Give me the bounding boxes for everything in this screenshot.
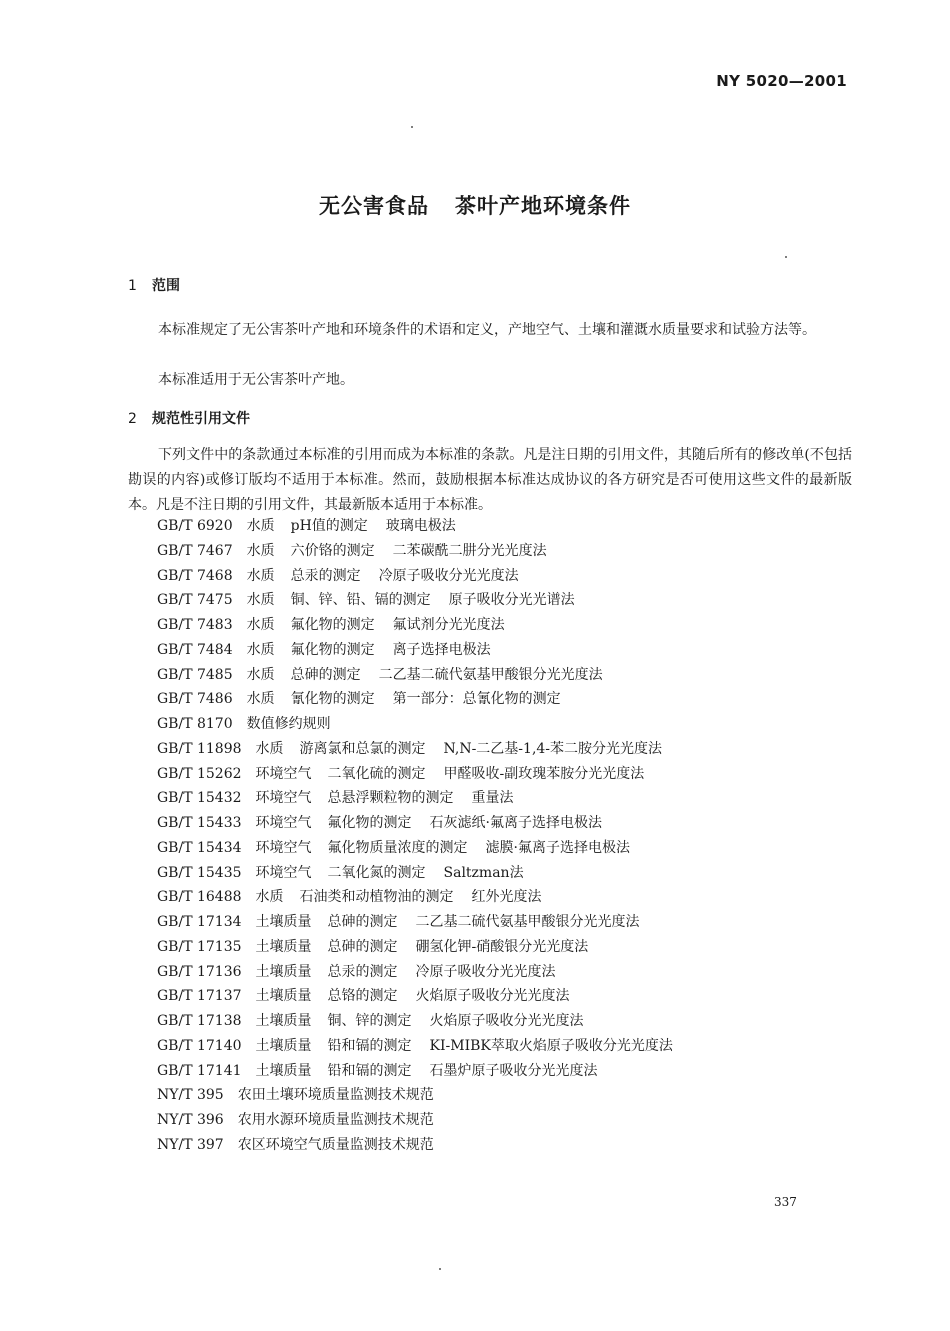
reference-item-name: 氰化物的测定 bbox=[290, 691, 375, 708]
page-number: 337 bbox=[774, 1195, 797, 1209]
reference-item bbox=[157, 663, 673, 688]
reference-code: GB/T 7485 bbox=[157, 666, 233, 683]
reference-item-name: 总砷的测定 bbox=[290, 666, 361, 683]
reference-method: Saltzman法 bbox=[443, 864, 524, 881]
reference-item bbox=[157, 935, 673, 960]
section-2-intro: 下列文件中的条款通过本标准的引用而成为本标准的条款。凡是注日期的引用文件，其随后所有的修改单(不包括勘误的内容)或修订版均不适用于本标准。然而，鼓励根据本标准达成协议的各方研究是否可使用这些文件的最新版本。凡是不注日期的引用文件，其最新版本适用于本标准。 bbox=[128, 447, 852, 513]
reference-category: 水质 bbox=[246, 691, 275, 708]
reference-category: 土壤质量 bbox=[255, 1013, 312, 1029]
reference-item bbox=[157, 687, 673, 712]
section-1-heading bbox=[128, 275, 180, 295]
reference-method: 二苯碳酰二肼分光光度法 bbox=[392, 542, 547, 559]
reference-category: 水质 bbox=[255, 889, 284, 906]
section-1-paragraph-1: 本标准规定了无公害茶叶产地和环境条件的术语和定义，产地空气、土壤和灌溉水质量要求和试验方法等。 bbox=[158, 322, 816, 338]
reference-item bbox=[157, 1108, 673, 1133]
reference-category: 土壤质量 bbox=[255, 988, 312, 1005]
reference-method: 第一部分：总氰化物的测定 bbox=[392, 691, 561, 708]
reference-code: GB/T 15434 bbox=[157, 839, 242, 856]
reference-category: 土壤质量 bbox=[255, 1037, 312, 1054]
reference-code: GB/T 7475 bbox=[157, 592, 233, 609]
document-title bbox=[0, 190, 950, 220]
reference-method: 原子吸收分光光谱法 bbox=[448, 592, 575, 609]
reference-category: 水质 bbox=[246, 518, 275, 534]
reference-method: 火焰原子吸收分光光度法 bbox=[429, 1013, 584, 1029]
reference-category: 土壤质量 bbox=[255, 938, 312, 955]
reference-code: GB/T 17137 bbox=[157, 988, 242, 1005]
reference-item-name: pH值的测定 bbox=[290, 518, 368, 534]
reference-category: 水质 bbox=[246, 567, 275, 584]
reference-code: GB/T 17134 bbox=[157, 914, 242, 930]
reference-code: GB/T 7468 bbox=[157, 567, 233, 584]
reference-method: 红外光度法 bbox=[471, 889, 542, 906]
reference-item-name: 总铬的测定 bbox=[327, 988, 398, 1005]
reference-item-name: 总砷的测定 bbox=[327, 914, 398, 930]
reference-item bbox=[157, 910, 673, 935]
reference-item bbox=[157, 613, 673, 638]
reference-item-name: 六价铬的测定 bbox=[290, 542, 375, 559]
reference-list bbox=[157, 514, 673, 1158]
reference-code: GB/T 17141 bbox=[157, 1062, 242, 1079]
reference-category: 水质 bbox=[246, 592, 275, 609]
reference-item-name: 铜、锌的测定 bbox=[327, 1013, 412, 1029]
section-1-paragraph-2: 本标准适用于无公害茶叶产地。 bbox=[158, 372, 354, 388]
reference-method: 二乙基二硫代氨基甲酸银分光光度法 bbox=[415, 914, 640, 930]
reference-item bbox=[157, 762, 673, 787]
reference-item bbox=[157, 811, 673, 836]
reference-item bbox=[157, 1059, 673, 1084]
reference-code: GB/T 6920 bbox=[157, 518, 233, 534]
reference-item-name: 氟化物的测定 bbox=[327, 815, 412, 831]
reference-item-name: 总砷的测定 bbox=[327, 938, 398, 955]
reference-category: 环境空气 bbox=[255, 839, 312, 856]
reference-item-name: 二氧化硫的测定 bbox=[327, 765, 426, 782]
reference-item bbox=[157, 712, 673, 737]
section-1-number: 1 bbox=[128, 278, 137, 294]
reference-method: 二乙基二硫代氨基甲酸银分光光度法 bbox=[378, 666, 603, 683]
reference-method: 石灰滤纸·氟离子选择电极法 bbox=[429, 815, 602, 831]
reference-code: GB/T 16488 bbox=[157, 889, 242, 906]
reference-code: NY/T 396 bbox=[157, 1112, 224, 1128]
scan-speck bbox=[439, 1268, 441, 1270]
reference-code: GB/T 17138 bbox=[157, 1013, 242, 1029]
standard-code: NY 5020—2001 bbox=[716, 72, 847, 90]
reference-item-name: 二氧化氮的测定 bbox=[327, 864, 426, 881]
reference-item bbox=[157, 638, 673, 663]
reference-method: 玻璃电极法 bbox=[385, 518, 456, 534]
title-part-2: 茶叶产地环境条件 bbox=[455, 194, 631, 218]
reference-item-name: 氟化物的测定 bbox=[290, 641, 375, 658]
reference-item-name: 氟化物的测定 bbox=[290, 617, 375, 633]
reference-method: 石墨炉原子吸收分光光度法 bbox=[429, 1062, 598, 1079]
reference-code: GB/T 7483 bbox=[157, 617, 233, 633]
reference-category: 水质 bbox=[246, 542, 275, 559]
section-2-heading bbox=[128, 408, 250, 428]
reference-category: 水质 bbox=[246, 617, 275, 633]
reference-code: GB/T 17140 bbox=[157, 1037, 242, 1054]
title-part-1: 无公害食品 bbox=[319, 194, 429, 218]
reference-method: 滤膜·氟离子选择电极法 bbox=[485, 839, 630, 856]
reference-method: 火焰原子吸收分光光度法 bbox=[415, 988, 570, 1005]
reference-method: 重量法 bbox=[471, 790, 514, 807]
reference-item bbox=[157, 1034, 673, 1059]
reference-category: 环境空气 bbox=[255, 790, 312, 807]
reference-item bbox=[157, 786, 673, 811]
reference-item-name: 铅和镉的测定 bbox=[327, 1062, 412, 1079]
scan-speck bbox=[785, 256, 787, 258]
reference-method: N,N-二乙基-1,4-苯二胺分光光度法 bbox=[443, 740, 663, 757]
reference-item bbox=[157, 1133, 673, 1158]
reference-method: 冷原子吸收分光光度法 bbox=[415, 963, 556, 980]
reference-code: GB/T 11898 bbox=[157, 740, 242, 757]
reference-item-name: 总悬浮颗粒物的测定 bbox=[327, 790, 454, 807]
reference-method: 甲醛吸收-副玫瑰苯胺分光光度法 bbox=[443, 765, 645, 782]
reference-category: 土壤质量 bbox=[255, 963, 312, 980]
reference-item bbox=[157, 737, 673, 762]
reference-item-name: 氟化物质量浓度的测定 bbox=[327, 839, 468, 856]
reference-item-name: 铜、锌、铅、镉的测定 bbox=[290, 592, 431, 609]
reference-code: NY/T 395 bbox=[157, 1087, 224, 1104]
reference-item-name: 总汞的测定 bbox=[327, 963, 398, 980]
reference-item bbox=[157, 1009, 673, 1034]
reference-item bbox=[157, 861, 673, 886]
reference-method: 硼氢化钾-硝酸银分光光度法 bbox=[415, 938, 589, 955]
section-2-title: 规范性引用文件 bbox=[152, 411, 250, 427]
reference-item bbox=[157, 836, 673, 861]
reference-code: GB/T 17136 bbox=[157, 963, 242, 980]
reference-code: GB/T 15433 bbox=[157, 815, 242, 831]
reference-item-name: 石油类和动植物油的测定 bbox=[299, 889, 454, 906]
reference-item-name: 总汞的测定 bbox=[290, 567, 361, 584]
reference-category: 水质 bbox=[255, 740, 284, 757]
reference-category: 农区环境空气质量监测技术规范 bbox=[237, 1136, 434, 1153]
reference-category: 环境空气 bbox=[255, 815, 312, 831]
reference-method: 冷原子吸收分光光度法 bbox=[378, 567, 519, 584]
reference-code: GB/T 7486 bbox=[157, 691, 233, 708]
reference-item bbox=[157, 564, 673, 589]
reference-item bbox=[157, 1083, 673, 1108]
reference-code: GB/T 7484 bbox=[157, 641, 233, 658]
reference-item bbox=[157, 960, 673, 985]
reference-category: 农田土壤环境质量监测技术规范 bbox=[237, 1087, 434, 1104]
reference-method: KI-MIBK萃取火焰原子吸收分光光度法 bbox=[429, 1037, 673, 1054]
reference-code: GB/T 17135 bbox=[157, 938, 242, 955]
reference-item bbox=[157, 539, 673, 564]
reference-code: GB/T 8170 bbox=[157, 716, 233, 732]
reference-method: 氟试剂分光光度法 bbox=[392, 617, 505, 633]
reference-category: 农用水源环境质量监测技术规范 bbox=[237, 1112, 434, 1128]
reference-category: 水质 bbox=[246, 666, 275, 683]
reference-category: 环境空气 bbox=[255, 765, 312, 782]
reference-item bbox=[157, 514, 673, 539]
reference-code: GB/T 15432 bbox=[157, 790, 242, 807]
reference-category: 土壤质量 bbox=[255, 1062, 312, 1079]
reference-item bbox=[157, 588, 673, 613]
reference-item bbox=[157, 984, 673, 1009]
reference-method: 离子选择电极法 bbox=[392, 641, 491, 658]
reference-code: GB/T 15262 bbox=[157, 765, 242, 782]
reference-category: 环境空气 bbox=[255, 864, 312, 881]
reference-code: GB/T 7467 bbox=[157, 542, 233, 559]
reference-category: 数值修约规则 bbox=[246, 716, 331, 732]
reference-code: NY/T 397 bbox=[157, 1136, 224, 1153]
reference-code: GB/T 15435 bbox=[157, 864, 242, 881]
scan-speck bbox=[411, 126, 413, 128]
reference-item bbox=[157, 885, 673, 910]
reference-item-name: 铅和镉的测定 bbox=[327, 1037, 412, 1054]
reference-item-name: 游离氯和总氯的测定 bbox=[299, 740, 426, 757]
reference-category: 水质 bbox=[246, 641, 275, 658]
reference-category: 土壤质量 bbox=[255, 914, 312, 930]
section-2-number: 2 bbox=[128, 411, 137, 427]
section-1-title: 范围 bbox=[152, 278, 180, 294]
